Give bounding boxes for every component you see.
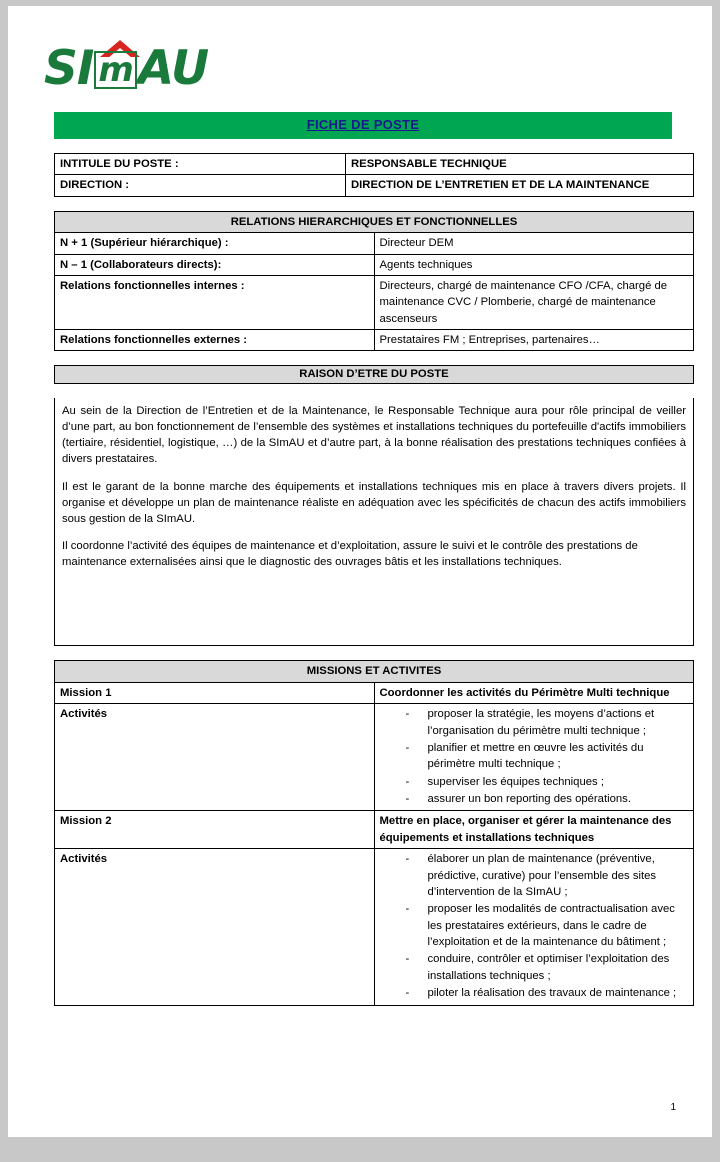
logo-text bbox=[44, 38, 684, 100]
dash-bullet-icon: - bbox=[405, 775, 410, 788]
list-item bbox=[380, 706, 689, 739]
header-table bbox=[54, 153, 694, 197]
list-item bbox=[380, 901, 689, 950]
simau-logo bbox=[44, 38, 684, 100]
table-row bbox=[55, 275, 694, 329]
missions-heading: MISSIONS ET ACTIVITES bbox=[55, 661, 694, 682]
mission-2-activities bbox=[374, 849, 694, 1005]
list-item-text: planifier et mettre en œuvre les activités du périmètre multi technique ; bbox=[427, 741, 644, 771]
list-item-text: conduire, contrôler et optimiser l’exploitation des installations techniques ; bbox=[427, 953, 670, 982]
table-row bbox=[55, 233, 694, 254]
missions-table bbox=[54, 660, 694, 1005]
relations-externes-label: Relations fonctionnelles externes : bbox=[55, 330, 375, 351]
list-item-text: assurer un bon reporting des opérations. bbox=[427, 793, 631, 805]
raison-heading: RAISON D’ETRE DU POSTE bbox=[54, 365, 694, 384]
list-item-text: proposer les modalités de contractualisation avec les prestataires extérieurs, dans le cadre de l’exploitation et de la maintenance du bâtiment ; bbox=[427, 903, 675, 948]
raison-paragraph: Il coordonne l’activité des équipes de maintenance et d’exploitation, assure le suivi et le contrôle des prestations de maintenance externalisées ainsi que le diagnostic des ouvrages bâtis et les installations techniques. bbox=[62, 539, 638, 568]
table-row bbox=[55, 211, 694, 232]
table-row bbox=[55, 682, 694, 703]
list-item bbox=[380, 951, 689, 984]
relations-n1-col-value: Agents techniques bbox=[374, 254, 694, 275]
table-row bbox=[55, 154, 694, 175]
mission-2-activities-label: Activités bbox=[55, 849, 375, 1005]
logo-part1: SI bbox=[44, 41, 94, 96]
table-row bbox=[55, 811, 694, 849]
relations-n1-sup-label: N + 1 (Supérieur hiérarchique) : bbox=[55, 233, 375, 254]
activities-list bbox=[380, 706, 689, 807]
relations-n1-sup-value: Directeur DEM bbox=[374, 233, 694, 254]
dash-bullet-icon: - bbox=[405, 987, 410, 1000]
raison-body bbox=[54, 398, 694, 646]
dash-bullet-icon: - bbox=[405, 903, 410, 916]
mission-1-label: Mission 1 bbox=[55, 682, 375, 703]
raison-paragraph: Au sein de la Direction de l’Entretien et de la Maintenance, le Responsable Technique aura pour rôle principal de veiller d’une part, au bon fonctionnement de l’ensemble des systèmes et installations techniques du portefeuille d'actifs immobiliers (tertiaire, résidentiel, logistique, …) de la SImAU et d’autre part, à la bonne réalisation des prestations techniques confiées à divers prestataires. bbox=[62, 405, 686, 466]
dash-bullet-icon: - bbox=[405, 741, 410, 754]
activities-list bbox=[380, 851, 689, 1001]
logo-part2: AU bbox=[137, 41, 209, 96]
relations-heading: RELATIONS HIERARCHIQUES ET FONCTIONNELLES bbox=[55, 211, 694, 232]
relations-externes-value: Prestataires FM ; Entreprises, partenaires… bbox=[374, 330, 694, 351]
list-item-text: superviser les équipes techniques ; bbox=[427, 775, 604, 788]
table-row bbox=[55, 175, 694, 196]
mission-2-label: Mission 2 bbox=[55, 811, 375, 849]
mission-2-title: Mettre en place, organiser et gérer la maintenance des équipements et installations techniques bbox=[374, 811, 694, 849]
mission-1-title: Coordonner les activités du Périmètre Multi technique bbox=[374, 682, 694, 703]
table-row bbox=[55, 661, 694, 682]
table-row bbox=[55, 254, 694, 275]
list-item-text: proposer la stratégie, les moyens d’actions et l’organisation du périmètre multi technique ; bbox=[427, 708, 655, 737]
list-item bbox=[380, 740, 689, 773]
relations-table bbox=[54, 211, 694, 352]
list-item bbox=[380, 985, 689, 1001]
dash-bullet-icon: - bbox=[405, 708, 410, 721]
page-number: 1 bbox=[670, 1102, 676, 1113]
relations-internes-value: Directeurs, chargé de maintenance CFO /CFA, chargé de maintenance CVC / Plomberie, chargé de maintenance ascenseurs bbox=[374, 275, 694, 329]
raison-paragraph: Il est le garant de la bonne marche des équipements et installations techniques mis en place à travers divers projets. Il organise et développe un plan de maintenance réaliste en adéquation avec les spécificités de chacun des actifs immobiliers sous gestion de la SImAU. bbox=[62, 480, 686, 525]
relations-internes-label: Relations fonctionnelles internes : bbox=[55, 275, 375, 329]
poste-value: RESPONSABLE TECHNIQUE bbox=[346, 154, 694, 175]
document-page bbox=[8, 6, 712, 1137]
direction-value: DIRECTION DE L’ENTRETIEN ET DE LA MAINTENANCE bbox=[346, 175, 694, 196]
mission-1-activities bbox=[374, 704, 694, 811]
relations-n1-col-label: N – 1 (Collaborateurs directs): bbox=[55, 254, 375, 275]
list-item bbox=[380, 774, 689, 790]
direction-label: DIRECTION : bbox=[55, 175, 346, 196]
dash-bullet-icon: - bbox=[405, 793, 410, 805]
list-item-text: élaborer un plan de maintenance (préventive, prédictive, curative) pour l’ensemble des sites d’intervention de la SImAU ; bbox=[427, 853, 657, 898]
list-item bbox=[380, 791, 689, 807]
mission-1-activities-label: Activités bbox=[55, 704, 375, 811]
page-title: FICHE DE POSTE bbox=[306, 117, 420, 132]
list-item bbox=[380, 851, 689, 900]
dash-bullet-icon: - bbox=[405, 953, 410, 966]
document-title-banner bbox=[54, 112, 672, 139]
logo-boxed-m: m bbox=[94, 51, 136, 89]
list-item-text: piloter la réalisation des travaux de maintenance ; bbox=[427, 987, 677, 1000]
dash-bullet-icon: - bbox=[405, 853, 410, 866]
table-row bbox=[55, 849, 694, 1005]
table-row bbox=[55, 704, 694, 811]
poste-label: INTITULE DU POSTE : bbox=[55, 154, 346, 175]
table-row bbox=[55, 330, 694, 351]
